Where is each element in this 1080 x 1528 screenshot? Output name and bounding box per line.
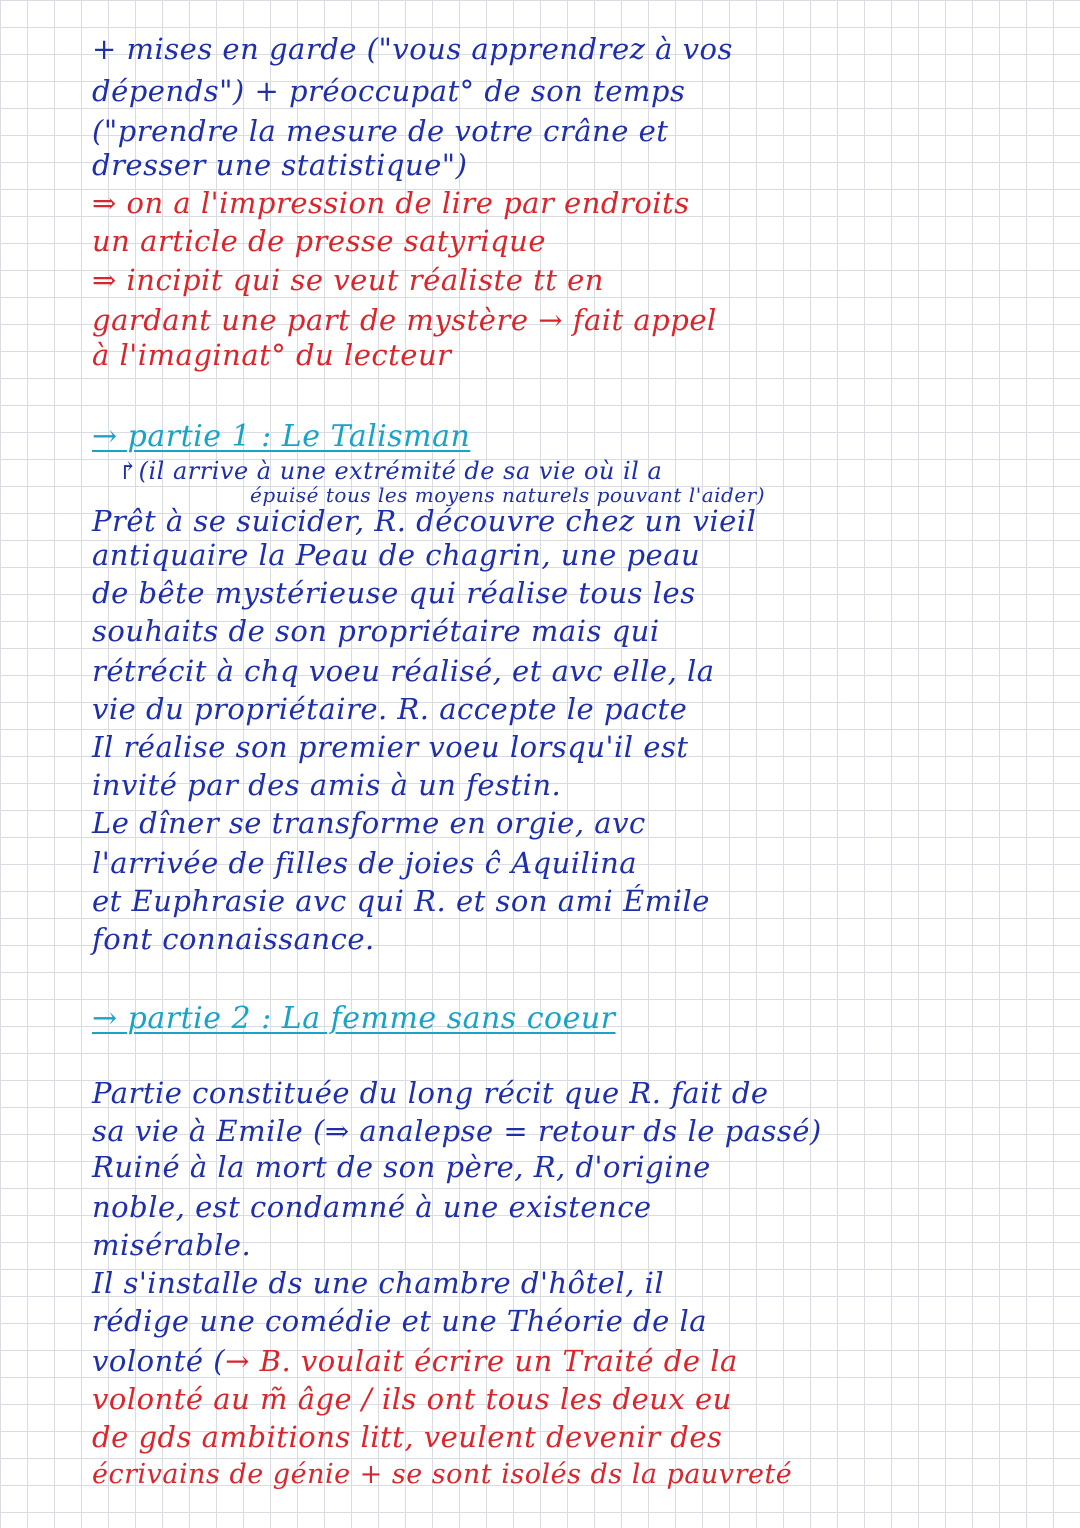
part1-line-6: vie du propriétaire. R. accepte le pacte xyxy=(92,692,688,726)
part1-line-1: Prêt à se suicider, R. découvre chez un vieil xyxy=(92,504,757,538)
part1-line-7: Il réalise son premier voeu lorsqu'il est xyxy=(92,730,689,764)
part2-line-7: rédige une comédie et une Théorie de la xyxy=(92,1304,708,1338)
part2-line-8-blue: volonté ( xyxy=(92,1344,226,1378)
intro-line-4: dresser une statistique") xyxy=(92,148,468,182)
intro-line-2: dépends") + préoccupat° de son temps xyxy=(92,74,686,108)
part1-line-8: invité par des amis à un festin. xyxy=(92,768,562,802)
part2-line-4: noble, est condamné à une existence xyxy=(92,1190,652,1224)
part1-note-line-1: ↱(il arrive à une extrémité de sa vie où il a xyxy=(118,457,663,485)
part2-red-line-1: volonté au m̃ âge / ils ont tous les deux eu xyxy=(92,1382,732,1416)
intro-red-line-1: ⇒ on a l'impression de lire par endroits xyxy=(92,186,690,220)
part2-line-3: Ruiné à la mort de son père, R, d'origine xyxy=(92,1150,711,1184)
part2-line-8-red: → B. voulait écrire un Traité de la xyxy=(225,1344,738,1378)
part1-line-10: l'arrivée de filles de joies ĉ Aquilina xyxy=(92,846,638,880)
part2-line-1: Partie constituée du long récit que R. fait de xyxy=(92,1076,769,1110)
part1-line-5: rétrécit à chq voeu réalisé, et avc elle, la xyxy=(92,654,715,688)
intro-red-line-5: à l'imaginat° du lecteur xyxy=(92,338,452,372)
part2-line-6: Il s'installe ds une chambre d'hôtel, il xyxy=(92,1266,665,1300)
part2-line-5: misérable. xyxy=(92,1228,252,1262)
part2-red-line-3: écrivains de génie + se sont isolés ds la pauvreté xyxy=(92,1459,793,1490)
intro-red-line-3: ⇒ incipit qui se veut réaliste tt en xyxy=(92,263,604,297)
intro-line-3: ("prendre la mesure de votre crâne et xyxy=(92,114,669,148)
part2-line-2: sa vie à Emile (⇒ analepse = retour ds le passé) xyxy=(92,1114,822,1148)
intro-red-line-4: gardant une part de mystère → fait appel xyxy=(92,303,717,337)
part1-line-11: et Euphrasie avc qui R. et son ami Émile xyxy=(92,884,710,918)
intro-line-1: + mises en garde ("vous apprendrez à vos xyxy=(92,32,733,66)
part1-note-line-2: épuisé tous les moyens naturels pouvant l'aider) xyxy=(250,483,766,507)
part2-line-8 xyxy=(92,1344,738,1378)
part1-line-3: de bête mystérieuse qui réalise tous les xyxy=(92,576,696,610)
part2-heading: → partie 2 : La femme sans coeur xyxy=(92,1001,616,1036)
part2-red-line-2: de gds ambitions litt, veulent devenir des xyxy=(92,1420,723,1454)
part1-line-12: font connaissance. xyxy=(92,922,375,956)
intro-red-line-2: un article de presse satyrique xyxy=(92,224,546,258)
part1-line-2: antiquaire la Peau de chagrin, une peau xyxy=(92,538,701,572)
part1-line-4: souhaits de son propriétaire mais qui xyxy=(92,614,660,648)
part1-heading: → partie 1 : Le Talisman xyxy=(92,419,471,454)
part1-line-9: Le dîner se transforme en orgie, avc xyxy=(92,806,646,840)
